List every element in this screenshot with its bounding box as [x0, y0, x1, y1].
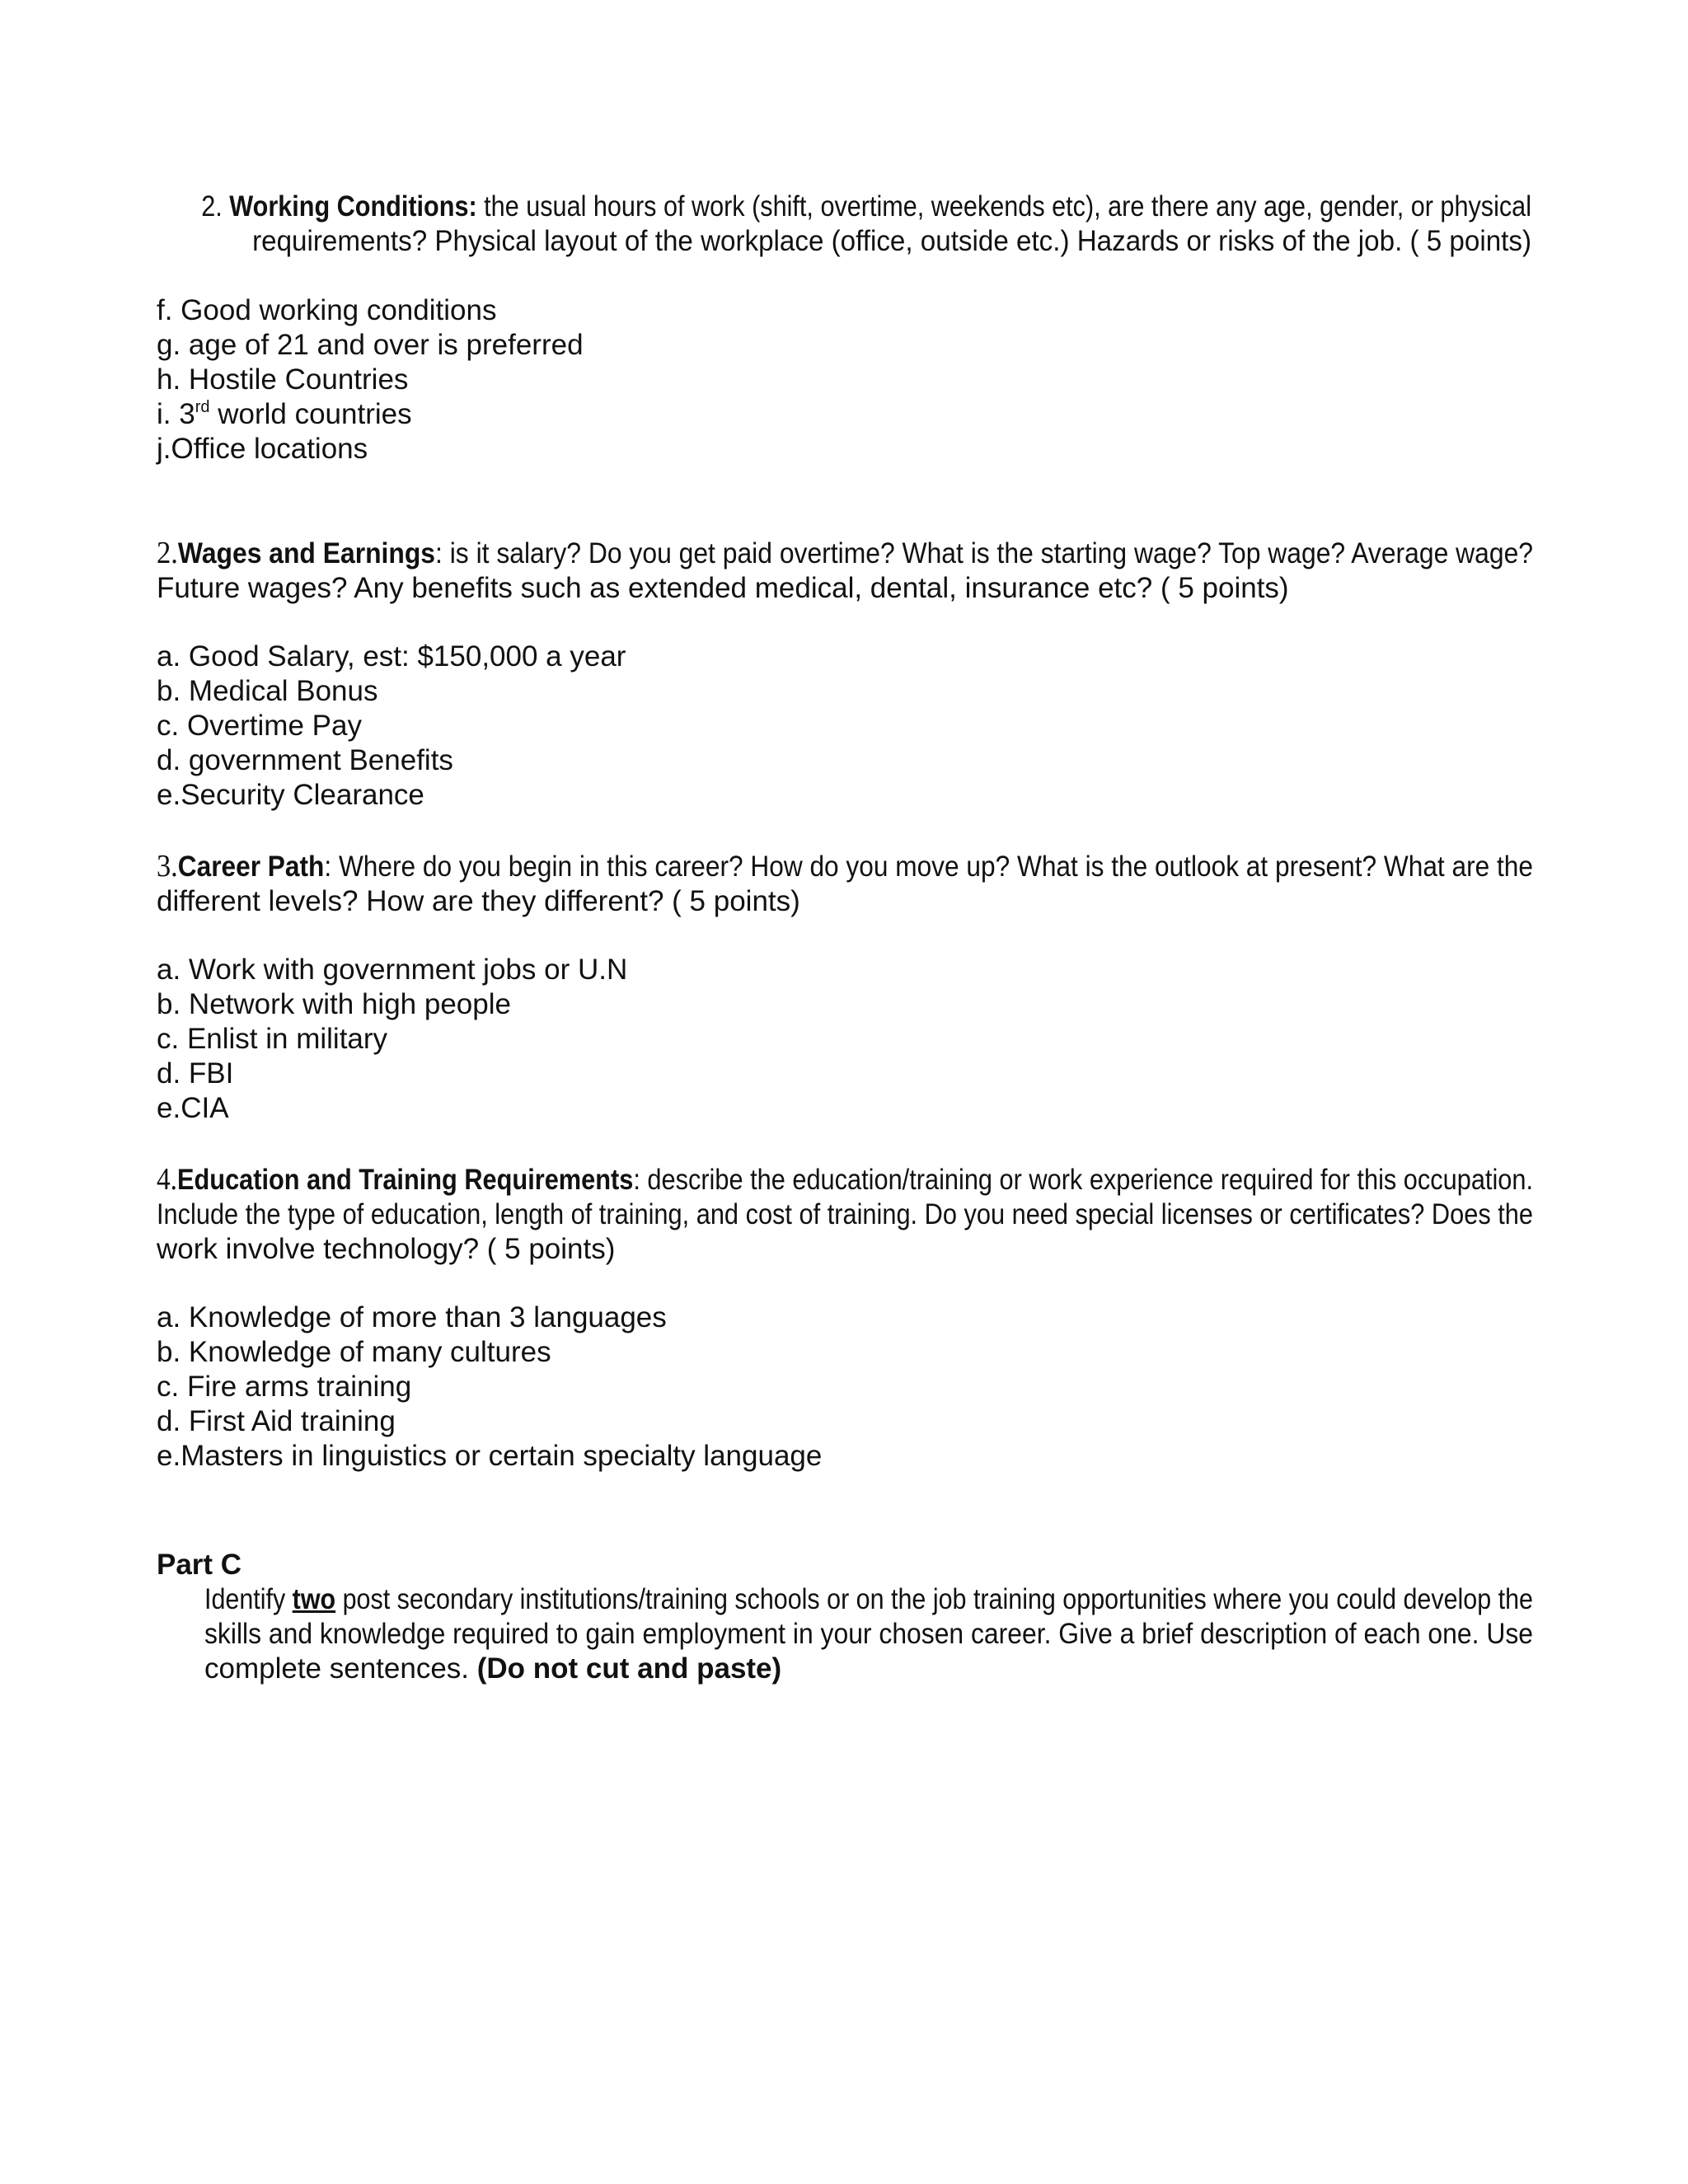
- list-item: e.CIA: [157, 1092, 229, 1124]
- wages-heading: [157, 536, 1541, 606]
- career-path-title: Career Path: [177, 851, 325, 883]
- career-path-desc-2: different levels? How are they different? ( 5 points): [157, 885, 800, 917]
- career-path-list: [157, 953, 1541, 1126]
- part-c-title: Part C: [157, 1549, 242, 1581]
- list-item: a. Knowledge of more than 3 languages: [157, 1301, 667, 1333]
- working-conditions-desc-1: the usual hours of work (shift, overtime, weekends etc), are there any age, gender, or physical: [476, 190, 1532, 223]
- item-i-suffix: world countries: [209, 398, 412, 430]
- education-heading: [157, 1162, 1541, 1267]
- list-item: a. Good Salary, est: $150,000 a year: [157, 640, 626, 673]
- working-conditions-heading: [201, 190, 1556, 259]
- part-c-heading: [157, 1548, 1541, 1582]
- list-item: d. government Benefits: [157, 744, 453, 776]
- part-c-line3-bold: (Do not cut and paste): [476, 1652, 782, 1685]
- working-conditions-list: [157, 293, 1541, 466]
- education-desc-2: Include the type of education, length of training, and cost of training. Do you need special licenses or certificates? Does the: [157, 1198, 1533, 1230]
- career-path-desc-1: : Where do you begin in this career? How do you move up? What is the outlook at present? What are the: [324, 851, 1533, 883]
- part-c-line2: skills and knowledge required to gain employment in your chosen career. Give a brief description of each one. Use: [204, 1618, 1533, 1650]
- list-item: d. First Aid training: [157, 1405, 396, 1437]
- part-c-instructions: [204, 1582, 1556, 1686]
- item-i-superscript: rd: [195, 398, 210, 416]
- part-c-two-emphasis: two: [292, 1583, 336, 1615]
- working-conditions-desc-2: requirements? Physical layout of the workplace (office, outside etc.) Hazards or risks of the job. ( 5 points): [252, 225, 1531, 257]
- wages-title: Wages and Earnings: [177, 537, 436, 569]
- item-i-prefix: i. 3: [157, 398, 195, 430]
- list-item: g. age of 21 and over is preferred: [157, 329, 584, 361]
- education-number: 4.: [157, 1162, 178, 1197]
- list-item: d. FBI: [157, 1057, 234, 1090]
- list-item: e.Security Clearance: [157, 779, 424, 811]
- education-desc-3: work involve technology? ( 5 points): [157, 1233, 616, 1265]
- education-list: [157, 1301, 1541, 1474]
- working-conditions-number: 2.: [201, 190, 223, 223]
- wages-desc-2: Future wages? Any benefits such as extended medical, dental, insurance etc? ( 5 points): [157, 572, 1289, 604]
- list-item: a. Work with government jobs or U.N: [157, 954, 628, 986]
- list-item: b. Network with high people: [157, 988, 511, 1020]
- career-path-heading: [157, 849, 1541, 919]
- working-conditions-title: Working Conditions:: [229, 190, 477, 223]
- wages-number: 2.: [157, 536, 178, 570]
- education-desc-1: : describe the education/training or work experience required for this occupation.: [633, 1164, 1534, 1196]
- career-path-number: 3.: [157, 849, 178, 883]
- list-item: b. Knowledge of many cultures: [157, 1336, 551, 1368]
- list-item: c. Enlist in military: [157, 1023, 388, 1055]
- list-item: j.Office locations: [157, 433, 368, 465]
- list-item: e.Masters in linguistics or certain specialty language: [157, 1440, 823, 1472]
- part-c-line1-a: Identify: [204, 1583, 293, 1615]
- list-item: b. Medical Bonus: [157, 675, 378, 707]
- list-item: c. Overtime Pay: [157, 710, 362, 742]
- part-c-line1-b: post secondary institutions/training schools or on the job training opportunities where you could develop the: [335, 1583, 1534, 1615]
- part-c-line3-a: complete sentences.: [204, 1652, 477, 1685]
- list-item: c. Fire arms training: [157, 1371, 412, 1403]
- list-item: [157, 397, 1541, 432]
- list-item: h. Hostile Countries: [157, 363, 409, 396]
- list-item: f. Good working conditions: [157, 294, 497, 326]
- wages-list: [157, 640, 1541, 813]
- wages-desc-1: : is it salary? Do you get paid overtime? What is the starting wage? Top wage? Average wage?: [435, 537, 1534, 569]
- education-title: Education and Training Requirements: [177, 1164, 634, 1196]
